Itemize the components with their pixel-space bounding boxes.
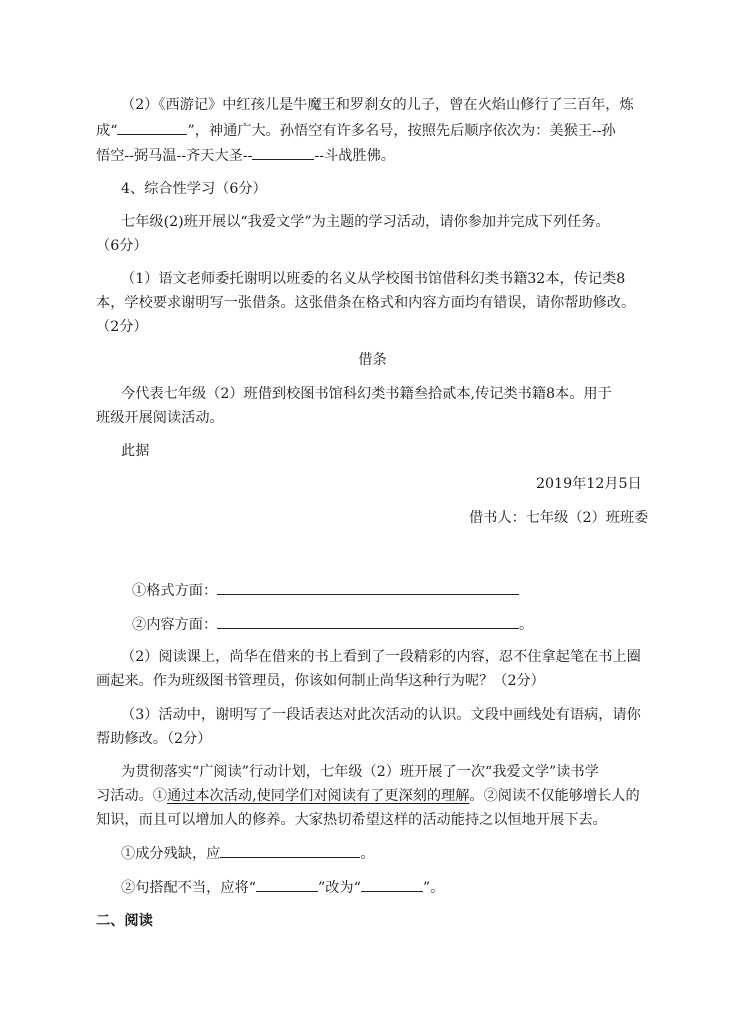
answer-blank[interactable] bbox=[252, 145, 314, 160]
answer-blank[interactable] bbox=[220, 843, 360, 858]
task3-passage-3: 知识，而且可以增加人的修养。大家热切希望这样的活动能持之以恒地开展下去。 bbox=[96, 812, 607, 828]
q2-text: --斗战胜佛。 bbox=[314, 148, 395, 164]
answer-blank[interactable] bbox=[256, 877, 318, 892]
task2-line-2: 画起来。作为班级图书管理员，你该如何制止尚华这种行为呢？（2分） bbox=[96, 673, 545, 689]
q2-text: 成“ bbox=[96, 123, 118, 139]
task3-passage-1: 为贯彻落实“广阅读”行动计划，七年级（2）班开展了一次“我爱文学”读书学 bbox=[121, 764, 599, 780]
fix2-end: ”。 bbox=[422, 880, 445, 896]
format-label: ①格式方面： bbox=[132, 583, 218, 599]
answer-blank[interactable] bbox=[217, 580, 519, 595]
task1-line-1: （1）语文老师委托谢明以班委的名义从学校图书馆借科幻类书籍32本，传记类8 bbox=[121, 271, 626, 287]
fix1-end: 。 bbox=[360, 846, 375, 862]
passage-text: 。②阅读不仅能够增长人的 bbox=[469, 788, 640, 804]
task1-line-3: （2分） bbox=[96, 319, 148, 335]
fix1 bbox=[121, 843, 375, 864]
q2-line-3 bbox=[96, 145, 395, 166]
q2-text: 悟空--弼马温--齐天大圣-- bbox=[96, 148, 253, 164]
note-title: 借条 bbox=[358, 352, 387, 368]
note-body-1: 今代表七年级（2）班借到校图书馆科幻类书籍叁拾贰本,传记类书籍8本。用于 bbox=[121, 386, 612, 402]
note-closing: 此据 bbox=[121, 443, 150, 459]
task3-line-2: 帮助修改。（2分） bbox=[96, 731, 212, 747]
fix2-mid: ”改为“ bbox=[317, 880, 361, 896]
content-label: ②内容方面： bbox=[132, 617, 218, 633]
task3-line-1: （3）活动中，谢明写了一段话表达对此次活动的认识。文段中画线处有语病，请你 bbox=[121, 707, 641, 723]
section2-heading: 二、阅读 bbox=[96, 913, 153, 929]
fix2-label: ②句搭配不当，应将“ bbox=[121, 880, 256, 896]
task1-line-2: 本，学校要求谢明写一张借条。这张借条在格式和内容方面均有错误，请你帮助修改。 bbox=[96, 295, 636, 311]
answer-blank[interactable] bbox=[217, 614, 519, 629]
note-date: 2019年12月5日 bbox=[536, 476, 642, 492]
note-borrower: 借书人：七年级（2）班班委 bbox=[469, 510, 649, 526]
task3-passage-2 bbox=[96, 786, 640, 806]
q2-line-1: （2）《西游记》中红孩儿是牛魔王和罗刹女的儿子，曾在火焰山修行了三百年，炼 bbox=[121, 97, 634, 113]
fix1-label: ①成分残缺，应 bbox=[121, 846, 221, 862]
content-answer bbox=[132, 614, 533, 635]
section-intro-score: （6分） bbox=[96, 238, 148, 254]
q2-text: ”，神通广大。孙悟空有许多名号，按照先后顺序依次为：美猴王--孙 bbox=[187, 123, 616, 139]
format-answer bbox=[132, 580, 519, 601]
underlined-sentence: 通过本次活动,使同学们对阅读有了更深刻的理解 bbox=[166, 788, 470, 804]
content-end: 。 bbox=[519, 617, 534, 633]
answer-blank[interactable] bbox=[361, 877, 423, 892]
answer-blank[interactable] bbox=[117, 120, 187, 135]
section-intro: 七年级(2)班开展以“我爱文学”为主题的学习活动，请你参加并完成下列任务。 bbox=[121, 214, 610, 230]
section-heading: 4、综合性学习（6分） bbox=[121, 181, 267, 197]
task2-line-1: （2）阅读课上，尚华在借来的书上看到了一段精彩的内容，忍不住拿起笔在书上圈 bbox=[121, 649, 641, 665]
q2-line-2 bbox=[96, 120, 616, 141]
fix2 bbox=[121, 877, 444, 898]
passage-text: 习活动。① bbox=[96, 788, 167, 804]
note-body-2: 班级开展阅读活动。 bbox=[96, 410, 224, 426]
